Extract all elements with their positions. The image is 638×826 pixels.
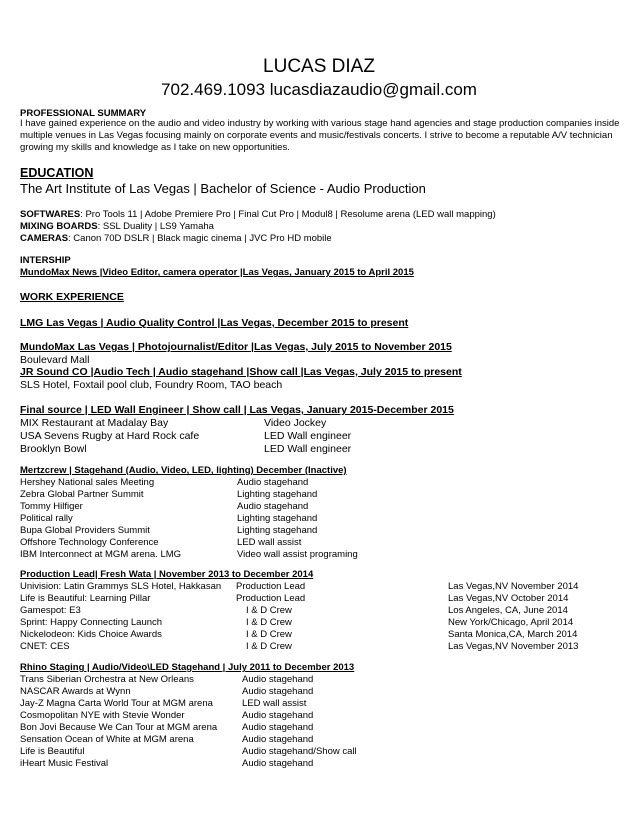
venue: MIX Restaurant at Madalay Bay — [20, 417, 169, 429]
role: Lighting stagehand — [237, 489, 318, 500]
skill-mixing-boards — [20, 221, 214, 233]
skill-label: SOFTWARES — [20, 209, 81, 220]
contact-line: 702.469.1093 lucasdiazaudio@gmail.com — [161, 80, 477, 99]
internship-heading: INTERSHIP — [20, 255, 71, 266]
mertzcrew-row — [20, 477, 620, 489]
freshwata-row — [20, 641, 620, 653]
event: Zebra Global Partner Summit — [20, 489, 144, 500]
rhino-row — [20, 734, 620, 746]
venue: Brooklyn Bowl — [20, 443, 87, 455]
location: Las Vegas,NV November 2014 — [448, 581, 579, 592]
freshwata-row — [20, 593, 620, 605]
event: CNET: CES — [20, 641, 70, 652]
skill-cameras — [20, 233, 332, 245]
job-mundomax: MundoMax Las Vegas | Photojournalist/Editor |Las Vegas, July 2015 to November 2015 — [20, 341, 452, 353]
rhino-row — [20, 722, 620, 734]
freshwata-row — [20, 629, 620, 641]
freshwata-row — [20, 581, 620, 593]
event: Trans Siberian Orchestra at New Orleans — [20, 674, 194, 685]
freshwata-heading: Production Lead| Fresh Wata | November 2013 to December 2014 — [20, 569, 314, 580]
role: Audio stagehand — [242, 722, 314, 733]
role: LED wall assist — [237, 537, 302, 548]
role: Lighting stagehand — [237, 525, 318, 536]
mertzcrew-row — [20, 549, 620, 561]
event: Univision: Latin Grammys SLS Hotel, Hakkasan — [20, 581, 222, 592]
education-heading: EDUCATION — [20, 166, 94, 180]
role: I & D Crew — [246, 617, 292, 628]
rhino-row — [20, 710, 620, 722]
role: Video wall assist programing — [237, 549, 358, 560]
rhino-row — [20, 746, 620, 758]
location: Los Angeles, CA, June 2014 — [448, 605, 568, 616]
role: Video Jockey — [264, 417, 327, 429]
event: Life is Beautiful: Learning Pillar — [20, 593, 151, 604]
location: Santa Monica,CA, March 2014 — [448, 629, 578, 640]
applicant-name: LUCAS DIAZ — [263, 56, 375, 77]
mertzcrew-row — [20, 489, 620, 501]
summary-text: I have gained experience on the audio and video industry by working with various stage hand agencies and stage production companies inside multiple venues in Las Vegas focusing mainly on corporate events and music/festivals concerts. I strive to become a reputable A/V technician growing my skills and knowledge as I take on new opportunities. — [20, 118, 620, 153]
role: Audio stagehand — [242, 710, 314, 721]
freshwata-row — [20, 605, 620, 617]
rhino-row — [20, 686, 620, 698]
role: Audio stagehand — [242, 686, 314, 697]
location: New York/Chicago, April 2014 — [448, 617, 574, 628]
role: I & D Crew — [246, 605, 292, 616]
event: Offshore Technology Conference — [20, 537, 159, 548]
event: Sprint: Happy Connecting Launch — [20, 617, 163, 628]
event: Nickelodeon: Kids Choice Awards — [20, 629, 162, 640]
summary-heading: PROFESSIONAL SUMMARY — [20, 108, 147, 119]
role: Audio stagehand — [242, 674, 314, 685]
rhino-row — [20, 758, 620, 770]
job-lmg: LMG Las Vegas | Audio Quality Control |Las Vegas, December 2015 to present — [20, 317, 409, 329]
skill-value: : Pro Tools 11 | Adobe Premiere Pro | Final Cut Pro | Modul8 | Resolume arena (LED wall mapping) — [80, 209, 496, 220]
event: IBM Interconnect at MGM arena. LMG — [20, 549, 182, 560]
job-jrsound-detail: SLS Hotel, Foxtail pool club, Foundry Room, TAO beach — [20, 379, 283, 391]
skill-softwares — [20, 209, 496, 221]
event: Life is Beautiful — [20, 746, 85, 757]
event: Bon Jovi Because We Can Tour at MGM arena — [20, 722, 218, 733]
event: Cosmopolitan NYE with Stevie Wonder — [20, 710, 185, 721]
rhino-row — [20, 674, 620, 686]
mertzcrew-row — [20, 513, 620, 525]
finalsource-row — [20, 417, 620, 430]
event: Sensation Ocean of White at MGM arena — [20, 734, 194, 745]
role: LED Wall engineer — [264, 443, 352, 455]
freshwata-row — [20, 617, 620, 629]
event: Bupa Global Providers Summit — [20, 525, 150, 536]
role: Lighting stagehand — [237, 513, 318, 524]
event: NASCAR Awards at Wynn — [20, 686, 131, 697]
role: LED Wall engineer — [264, 430, 352, 442]
role: Audio stagehand — [237, 501, 309, 512]
finalsource-row — [20, 443, 620, 456]
mertzcrew-row — [20, 525, 620, 537]
internship-line: MundoMax News |Video Editor, camera operator |Las Vegas, January 2015 to April 2015 — [20, 267, 414, 278]
role: I & D Crew — [246, 629, 292, 640]
mertzcrew-row — [20, 501, 620, 513]
education-degree: The Art Institute of Las Vegas | Bachelor of Science - Audio Production — [20, 181, 426, 196]
rhino-row — [20, 698, 620, 710]
role: LED wall assist — [242, 698, 307, 709]
skill-label: MIXING BOARDS — [20, 221, 98, 232]
event: iHeart Music Festival — [20, 758, 109, 769]
job-jrsound: JR Sound CO |Audio Tech | Audio stagehand |Show call |Las Vegas, July 2015 to present — [20, 366, 462, 378]
job-mundomax-detail: Boulevard Mall — [20, 354, 90, 366]
event: Political rally — [20, 513, 73, 524]
skill-value: : Canon 70D DSLR | Black magic cinema | JVC Pro HD mobile — [68, 233, 332, 244]
finalsource-row — [20, 430, 620, 443]
rhino-heading: Rhino Staging | Audio/Video\LED Stagehand | July 2011 to December 2013 — [20, 662, 355, 673]
mertzcrew-heading: Mertzcrew | Stagehand (Audio, Video, LED, lighting) December (Inactive) — [20, 465, 347, 476]
location: Las Vegas,NV October 2014 — [448, 593, 569, 604]
job-finalsource: Final source | LED Wall Engineer | Show call | Las Vegas, January 2015-December 2015 — [20, 404, 454, 416]
work-heading: WORK EXPERIENCE — [20, 291, 124, 303]
event: Gamespot: E3 — [20, 605, 81, 616]
role: Audio stagehand — [237, 477, 309, 488]
role: I & D Crew — [246, 641, 292, 652]
role: Production Lead — [236, 581, 306, 592]
role: Audio stagehand — [242, 734, 314, 745]
mertzcrew-row — [20, 537, 620, 549]
skill-label: CAMERAS — [20, 233, 69, 244]
skill-value: : SSL Duality | LS9 Yamaha — [97, 221, 214, 232]
event: Jay-Z Magna Carta World Tour at MGM arena — [20, 698, 213, 709]
role: Production Lead — [236, 593, 306, 604]
role: Audio stagehand — [242, 758, 314, 769]
location: Las Vegas,NV November 2013 — [448, 641, 579, 652]
venue: USA Sevens Rugby at Hard Rock cafe — [20, 430, 200, 442]
role: Audio stagehand/Show call — [242, 746, 357, 757]
event: Hershey National sales Meeting — [20, 477, 155, 488]
event: Tommy Hilfiger — [20, 501, 83, 512]
